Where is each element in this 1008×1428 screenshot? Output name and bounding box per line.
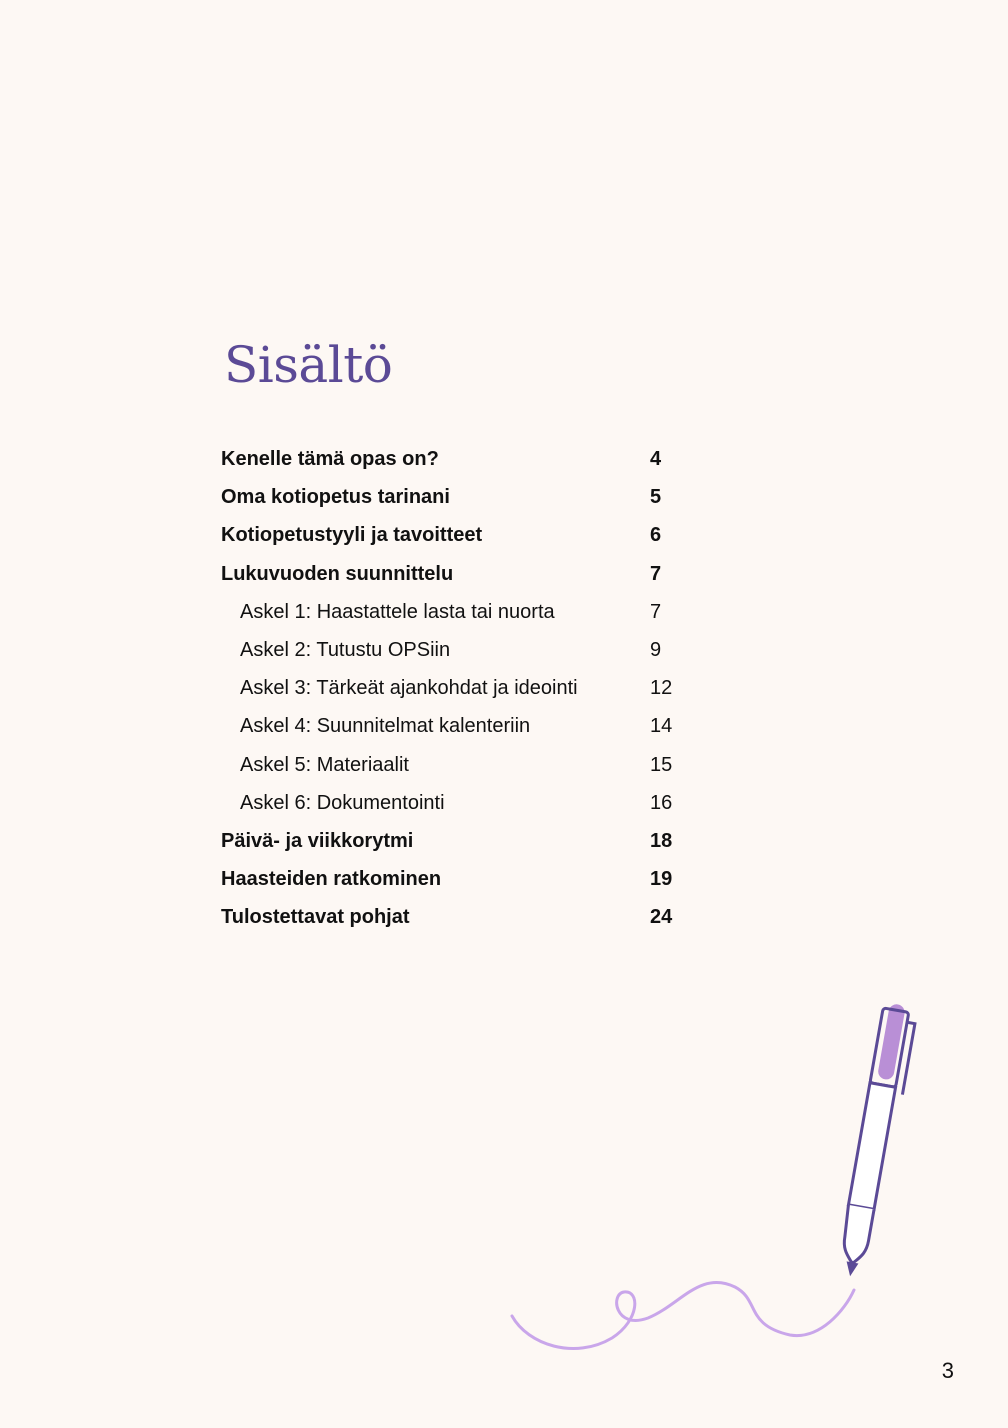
toc-entry-label: Askel 2: Tutustu OPSiin	[240, 638, 451, 661]
toc-entry-label: Askel 3: Tärkeät ajankohdat ja ideointi	[240, 677, 578, 700]
toc-entry-page: 6	[650, 524, 662, 547]
toc-entry-page: 12	[650, 677, 673, 700]
toc-entry-page: 4	[650, 448, 662, 470]
scribble-line	[512, 1282, 854, 1348]
toc-entry-page: 5	[650, 486, 662, 509]
toc-entry-label: Päivä- ja viikkorytmi	[221, 829, 414, 852]
toc-entry-label: Askel 5: Materiaalit	[240, 753, 409, 776]
toc-entry-page: 7	[650, 562, 662, 585]
toc-entry-label: Kenelle tämä opas on?	[221, 448, 439, 470]
toc-entry-page: 9	[650, 638, 662, 661]
toc-entry-label: Lukuvuoden suunnittelu	[221, 562, 454, 585]
toc-entry-page: 24	[650, 906, 673, 929]
toc-entry-page: 7	[650, 600, 662, 623]
toc-entry-page: 19	[650, 868, 673, 891]
toc-entry-label: Kotiopetustyyli ja tavoitteet	[221, 524, 483, 547]
toc-entry-page: 18	[650, 829, 673, 852]
pen-icon	[836, 1002, 917, 1280]
page-title: Sisältö	[224, 336, 393, 394]
toc-entry-page: 16	[650, 791, 673, 814]
toc-entry-page: 15	[650, 753, 673, 776]
toc-entry-page: 14	[650, 715, 673, 738]
toc-entry-label: Askel 6: Dokumentointi	[240, 791, 445, 814]
toc-entry-label: Haasteiden ratkominen	[221, 868, 442, 891]
page-number: 3	[941, 1358, 954, 1383]
toc-entry-label: Askel 1: Haastattele lasta tai nuorta	[240, 600, 555, 623]
toc-entry-label: Askel 4: Suunnitelmat kalenteriin	[240, 715, 531, 738]
toc-entry-label: Oma kotiopetus tarinani	[221, 486, 450, 509]
toc-entry-label: Tulostettavat pohjat	[221, 906, 410, 929]
